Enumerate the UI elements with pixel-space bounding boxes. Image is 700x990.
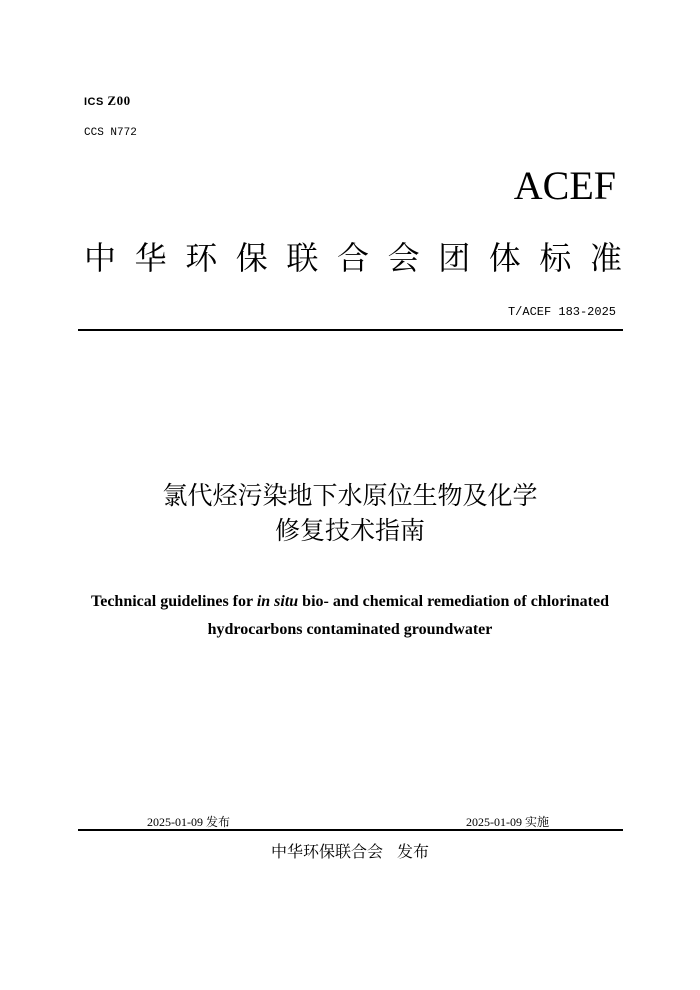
english-title-line-2: hydrocarbons contaminated groundwater bbox=[207, 621, 493, 638]
chinese-title bbox=[0, 478, 700, 548]
ccs-code: CCS N772 bbox=[84, 127, 137, 139]
publisher bbox=[0, 840, 700, 864]
bottom-divider bbox=[78, 829, 623, 831]
standard-kind: 中 华 环 保 联 合 会 团 体 标 准 bbox=[84, 239, 622, 277]
english-title-italic: in situ bbox=[256, 593, 299, 610]
chinese-title-line-2: 修复技术指南 bbox=[274, 516, 425, 545]
top-divider bbox=[78, 329, 623, 331]
issue-date: 2025-01-09 发布 bbox=[147, 815, 230, 829]
publisher-name: 中华环保联合会 bbox=[270, 842, 383, 861]
ics-code-value: Z00 bbox=[107, 93, 131, 108]
english-title bbox=[60, 588, 640, 644]
org-abbreviation: ACEF bbox=[513, 163, 616, 208]
english-title-part-1: Technical guidelines for bbox=[91, 593, 257, 610]
chinese-title-line-1: 氯代烃污染地下水原位生物及化学 bbox=[162, 481, 538, 510]
english-title-part-2: bio- and chemical remediation of chlorinated bbox=[298, 593, 609, 610]
publish-word: 发布 bbox=[397, 842, 430, 861]
ics-code bbox=[84, 93, 131, 109]
ics-prefix: ICS bbox=[84, 96, 104, 108]
english-title-line-1 bbox=[60, 588, 640, 616]
implementation-date: 2025-01-09 实施 bbox=[466, 815, 549, 829]
standard-number: T/ACEF 183-2025 bbox=[507, 305, 616, 319]
